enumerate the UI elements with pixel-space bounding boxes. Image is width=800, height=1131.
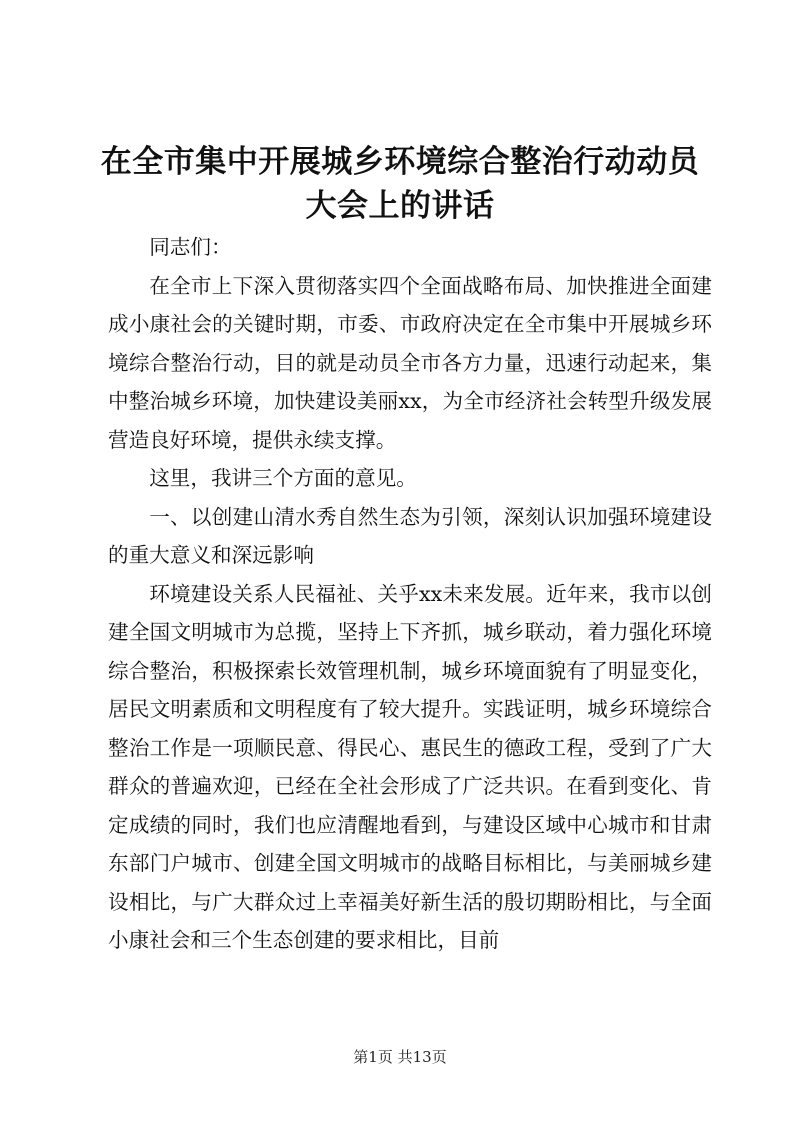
paragraph-intro: 在全市上下深入贯彻落实四个全面战略布局、加快推进全面建成小康社会的关键时期，市委、市政府决定在全市集中开展城乡环境综合整治行动，目的就是动员全市各方力量，迅速行动起来，集中整治城乡环境，加快建设美丽xx，为全市经济社会转型升级发展营造良好环境，提供永续支撑。 — [108, 273, 712, 452]
paragraph-outline: 这里，我讲三个方面的意见。 — [149, 466, 417, 490]
salutation: 同志们： — [149, 235, 232, 259]
page-number-footer: 第1页 共13页 — [353, 1048, 447, 1066]
paragraph-body: 环境建设关系人民福祉、关乎xx未来发展。近年来，我市以创建全国文明城市为总揽，坚持上下齐抓，城乡联动，着力强化环境综合整治，积极探索长效管理机制，城乡环境面貌有了明显变化，居民文明素质和文明程度有了较大提升。实践证明，城乡环境综合整治工作是一项顺民意、得民心、惠民生的德政工程，受到了广大群众的普遍欢迎，已经在全社会形成了广泛共识。在看到变化、肯定成绩的同时，我们也应清醒地看到，与建设区域中心城市和甘肃东部门户城市、创建全国文明城市的战略目标相比，与美丽城乡建设相比，与广大群众过上幸福美好新生活的殷切期盼相比，与全面小康社会和三个生态创建的要求相比，目前 — [108, 581, 712, 952]
document-body — [108, 228, 712, 960]
section-heading-1: 一、以创建山清水秀自然生态为引领，深刻认识加强环境建设的重大意义和深远影响 — [108, 504, 712, 567]
page-title: 在全市集中开展城乡环境综合整治行动动员大会上的讲话 — [100, 144, 700, 224]
